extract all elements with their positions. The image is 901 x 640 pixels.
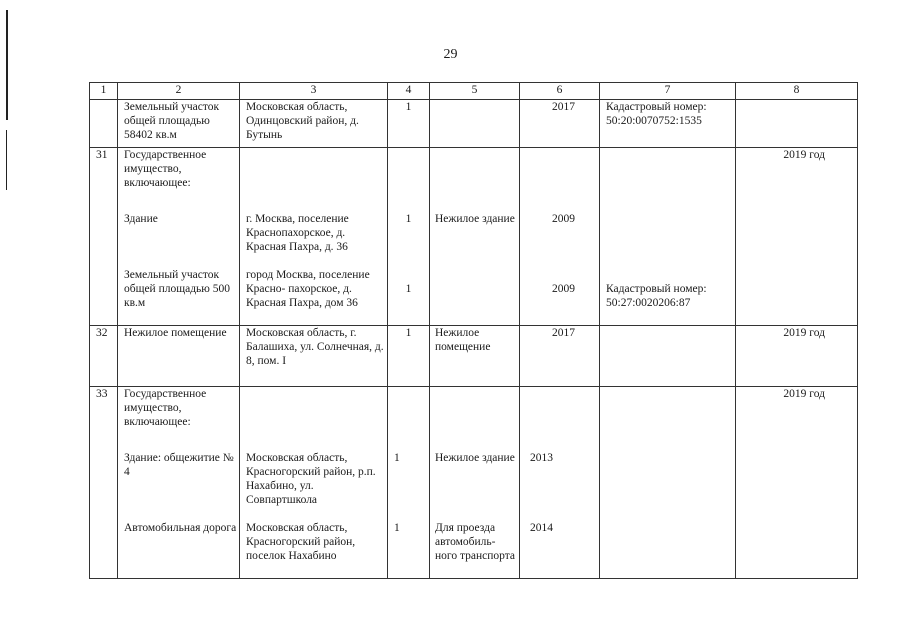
- header-cell: 7: [600, 83, 736, 100]
- quantity-cell: [388, 326, 430, 387]
- year: 2009: [552, 283, 575, 295]
- period: 2019 год: [736, 387, 858, 579]
- note: [600, 326, 736, 387]
- address-cell: [240, 148, 388, 326]
- header-cell: 6: [520, 83, 600, 100]
- property-address: Московская область, Одинцовский район, д. Бутынь: [240, 100, 388, 148]
- property-type: Для проезда автомобиль- ного транспорта: [435, 522, 516, 562]
- page-number: 29: [443, 47, 458, 62]
- year-cell: [520, 387, 600, 579]
- year-cell: [520, 100, 600, 148]
- property-table: [89, 82, 858, 579]
- property-name: Земельный участок общей площадью 58402 кв.м: [118, 100, 240, 148]
- name-cell: [118, 387, 240, 579]
- year: 2009: [552, 213, 575, 225]
- name-cell: [118, 148, 240, 326]
- property-address: г. Москва, поселение Краснопахорское, д. Красная Пахра, д. 36: [246, 213, 349, 253]
- header-cell: 4: [388, 83, 430, 100]
- period: [736, 100, 858, 148]
- group-title: Государственное имущество, включающее:: [124, 149, 207, 189]
- quantity: 1: [405, 101, 412, 113]
- property-type: Нежилое здание: [435, 452, 515, 464]
- property-address: Московская область, г. Балашиха, ул. Солнечная, д. 8, пом. I: [240, 326, 388, 387]
- year: 2017: [552, 327, 575, 339]
- table-row: [90, 100, 858, 148]
- property-address: Московская область, Красногорский район, поселок Нахабино: [246, 522, 356, 562]
- table-row: [90, 387, 858, 579]
- year-cell: [520, 326, 600, 387]
- property-name: Нежилое помещение: [118, 326, 240, 387]
- quantity: 1: [394, 522, 400, 534]
- property-type: Нежилое здание: [435, 213, 515, 225]
- page-edge-mark: [6, 10, 8, 120]
- note: Кадастровый номер: 50:27:0020206:87: [606, 283, 707, 309]
- address-cell: [240, 387, 388, 579]
- quantity-cell: [388, 387, 430, 579]
- property-type: Нежилое помещение: [430, 326, 520, 387]
- row-number: [90, 100, 118, 148]
- row-number: 32: [90, 326, 118, 387]
- header-cell: 1: [90, 83, 118, 100]
- year: 2017: [552, 101, 575, 113]
- property-address: Московская область, Красногорский район, р.п. Нахабино, ул. Совпартшкола: [246, 452, 376, 506]
- table-row: [90, 148, 858, 326]
- note: [606, 212, 735, 254]
- property-address: город Москва, поселение Красно- пахорское, д. Красная Пахра, дом 36: [246, 269, 370, 309]
- row-number: 33: [90, 387, 118, 579]
- property-name: Здание: [124, 213, 158, 225]
- header-cell: 3: [240, 83, 388, 100]
- quantity-cell: [388, 148, 430, 326]
- header-cell: 2: [118, 83, 240, 100]
- type-cell: [430, 387, 520, 579]
- header-row: [90, 83, 858, 100]
- quantity: 1: [405, 327, 412, 339]
- year: 2014: [530, 522, 553, 534]
- quantity-cell: [388, 100, 430, 148]
- note: [606, 451, 735, 507]
- quantity: 1: [405, 283, 412, 295]
- table-row: [90, 326, 858, 387]
- note-cell: [600, 148, 736, 326]
- period: 2019 год: [736, 326, 858, 387]
- quantity: 1: [394, 452, 400, 464]
- period: 2019 год: [736, 148, 858, 326]
- property-name: Земельный участок общей площадью 500 кв.м: [124, 269, 231, 309]
- header-cell: 5: [430, 83, 520, 100]
- type-cell: [430, 148, 520, 326]
- quantity: 1: [405, 213, 412, 225]
- page-edge-mark: [6, 130, 7, 190]
- property-name: Автомобильная дорога: [124, 522, 237, 534]
- row-number: 31: [90, 148, 118, 326]
- year-cell: [520, 148, 600, 326]
- property-type: [430, 100, 520, 148]
- group-title: Государственное имущество, включающее:: [124, 388, 207, 428]
- year: 2013: [530, 452, 553, 464]
- property-name: Здание: общежитие № 4: [124, 452, 234, 478]
- header-cell: 8: [736, 83, 858, 100]
- note: Кадастровый номер: 50:20:0070752:1535: [600, 100, 736, 148]
- note-cell: [600, 387, 736, 579]
